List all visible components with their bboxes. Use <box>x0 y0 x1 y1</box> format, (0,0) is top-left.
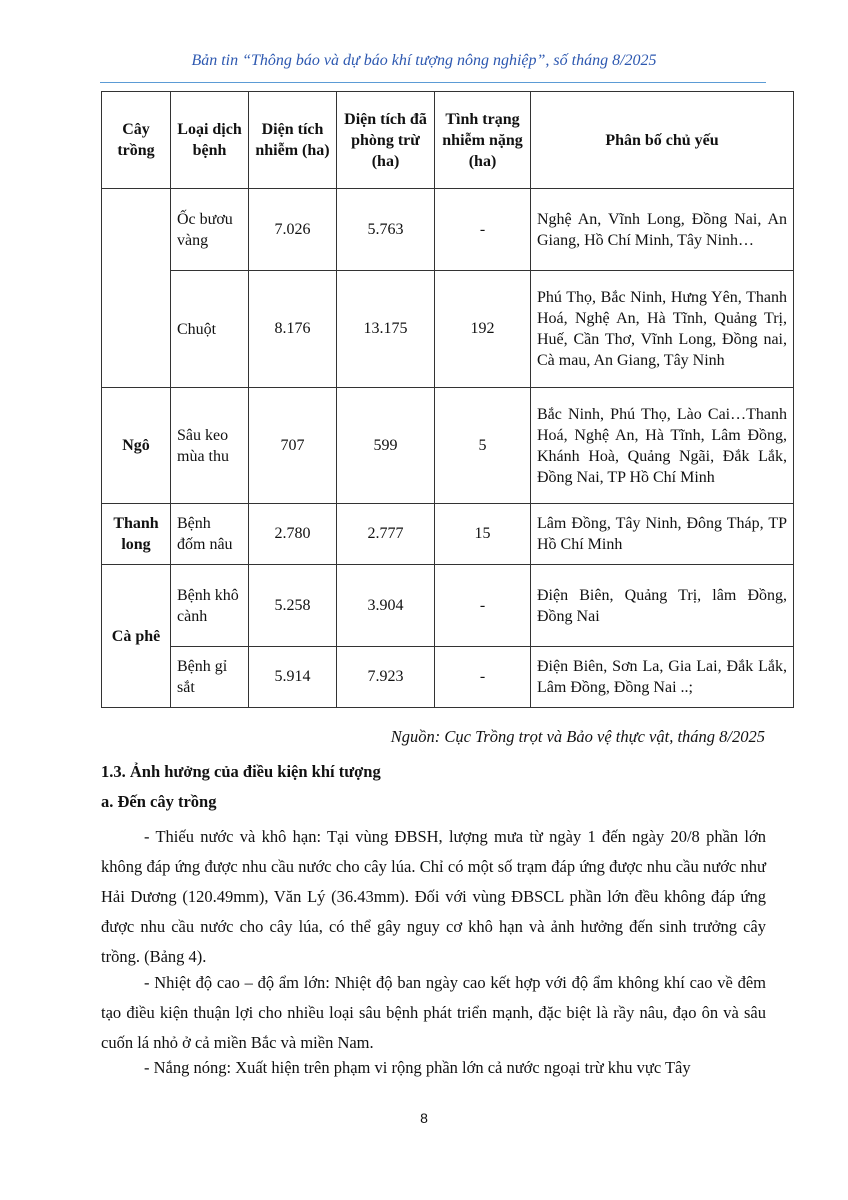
infected-cell: 7.026 <box>249 189 337 271</box>
pest-cell: Bệnh đốm nâu <box>171 504 249 565</box>
treated-cell: 13.175 <box>337 271 435 388</box>
table-row <box>102 271 794 388</box>
treated-cell: 5.763 <box>337 189 435 271</box>
severe-cell: 15 <box>435 504 531 565</box>
header-divider <box>100 82 766 83</box>
distribution-cell: Phú Thọ, Bắc Ninh, Hưng Yên, Thanh Hoá, Nghệ An, Hà Tĩnh, Quảng Trị, Huế, Cần Thơ, Vĩnh Long, Đồng nai, Cà mau, An Giang, Tây Ninh <box>531 271 794 388</box>
table-row <box>102 647 794 708</box>
table-row <box>102 504 794 565</box>
infected-cell: 5.914 <box>249 647 337 708</box>
pest-cell: Sâu keo mùa thu <box>171 388 249 504</box>
infected-cell: 707 <box>249 388 337 504</box>
distribution-cell: Bắc Ninh, Phú Thọ, Lào Cai…Thanh Hoá, Nghệ An, Hà Tĩnh, Lâm Đồng, Khánh Hoà, Quảng Ngãi, Đắk Lắk, Đồng Nai, TP Hồ Chí Minh <box>531 388 794 504</box>
distribution-cell: Điện Biên, Sơn La, Gia Lai, Đắk Lắk, Lâm Đồng, Đồng Nai ..; <box>531 647 794 708</box>
pest-cell: Bệnh khô cành <box>171 565 249 647</box>
subsection-heading: a. Đến cây trồng <box>101 792 217 811</box>
page-number: 8 <box>420 1110 428 1126</box>
table-row <box>102 388 794 504</box>
header-severe-area: Tình trạng nhiễm nặng (ha) <box>435 92 531 189</box>
header-infected-area: Diện tích nhiễm (ha) <box>249 92 337 189</box>
infected-cell: 8.176 <box>249 271 337 388</box>
section-heading: 1.3. Ảnh hưởng của điều kiện khí tượng <box>101 762 381 781</box>
crop-cell: Cà phê <box>102 565 171 708</box>
severe-cell: - <box>435 565 531 647</box>
severe-cell: - <box>435 189 531 271</box>
infected-cell: 5.258 <box>249 565 337 647</box>
crop-cell: Ngô <box>102 388 171 504</box>
severe-cell: 192 <box>435 271 531 388</box>
paragraph-drought: - Thiếu nước và khô hạn: Tại vùng ĐBSH, lượng mưa từ ngày 1 đến ngày 20/8 phần lớn không đáp ứng được nhu cầu nước cho cây lúa. Chỉ có một số trạm đáp ứng được nhu cầu nước như Hải Dương (120.49mm), Văn Lý (36.43mm). Đối với vùng ĐBSCL phần lớn đều không đáp ứng được nhu cầu nước cho cây lúa, có thể gây nguy cơ khô hạn và ảnh hưởng đến sinh trưởng cây trồng. (Bảng 4). <box>101 827 766 966</box>
header-pest: Loại dịch bệnh <box>171 92 249 189</box>
severe-cell: 5 <box>435 388 531 504</box>
table-header-row <box>102 92 794 189</box>
paragraph-heat-humidity: - Nhiệt độ cao – độ ẩm lớn: Nhiệt độ ban ngày cao kết hợp với độ ẩm không khí cao về đêm tạo điều kiện thuận lợi cho nhiều loại sâu bệnh phát triển mạnh, đặc biệt là rầy nâu, đạo ôn và sâu cuốn lá nhỏ ở cả miền Bắc và miền Nam. <box>101 973 766 1052</box>
distribution-cell: Điện Biên, Quảng Trị, lâm Đồng, Đồng Nai <box>531 565 794 647</box>
treated-cell: 2.777 <box>337 504 435 565</box>
header-crop: Cây trồng <box>102 92 171 189</box>
table-row <box>102 565 794 647</box>
paragraph-heatwave: - Nắng nóng: Xuất hiện trên phạm vi rộng phần lớn cả nước ngoại trừ khu vực Tây <box>144 1058 691 1077</box>
crop-cell <box>102 189 171 388</box>
header-treated-area: Diện tích đã phòng trừ (ha) <box>337 92 435 189</box>
infected-cell: 2.780 <box>249 504 337 565</box>
pest-cell: Ốc bươu vàng <box>171 189 249 271</box>
pest-disease-table <box>101 91 794 708</box>
crop-cell: Thanh long <box>102 504 171 565</box>
distribution-cell: Nghệ An, Vĩnh Long, Đồng Nai, An Giang, Hồ Chí Minh, Tây Ninh… <box>531 189 794 271</box>
header-distribution: Phân bố chủ yếu <box>531 92 794 189</box>
treated-cell: 599 <box>337 388 435 504</box>
treated-cell: 3.904 <box>337 565 435 647</box>
treated-cell: 7.923 <box>337 647 435 708</box>
table-row <box>102 189 794 271</box>
document-header: Bản tin “Thông báo và dự báo khí tượng nông nghiệp”, số tháng 8/2025 <box>191 52 657 69</box>
pest-cell: Chuột <box>171 271 249 388</box>
distribution-cell: Lâm Đồng, Tây Ninh, Đông Tháp, TP Hồ Chí Minh <box>531 504 794 565</box>
pest-cell: Bệnh gỉ sắt <box>171 647 249 708</box>
severe-cell: - <box>435 647 531 708</box>
table-source-note: Nguồn: Cục Trồng trọt và Bảo vệ thực vật, tháng 8/2025 <box>390 727 765 746</box>
